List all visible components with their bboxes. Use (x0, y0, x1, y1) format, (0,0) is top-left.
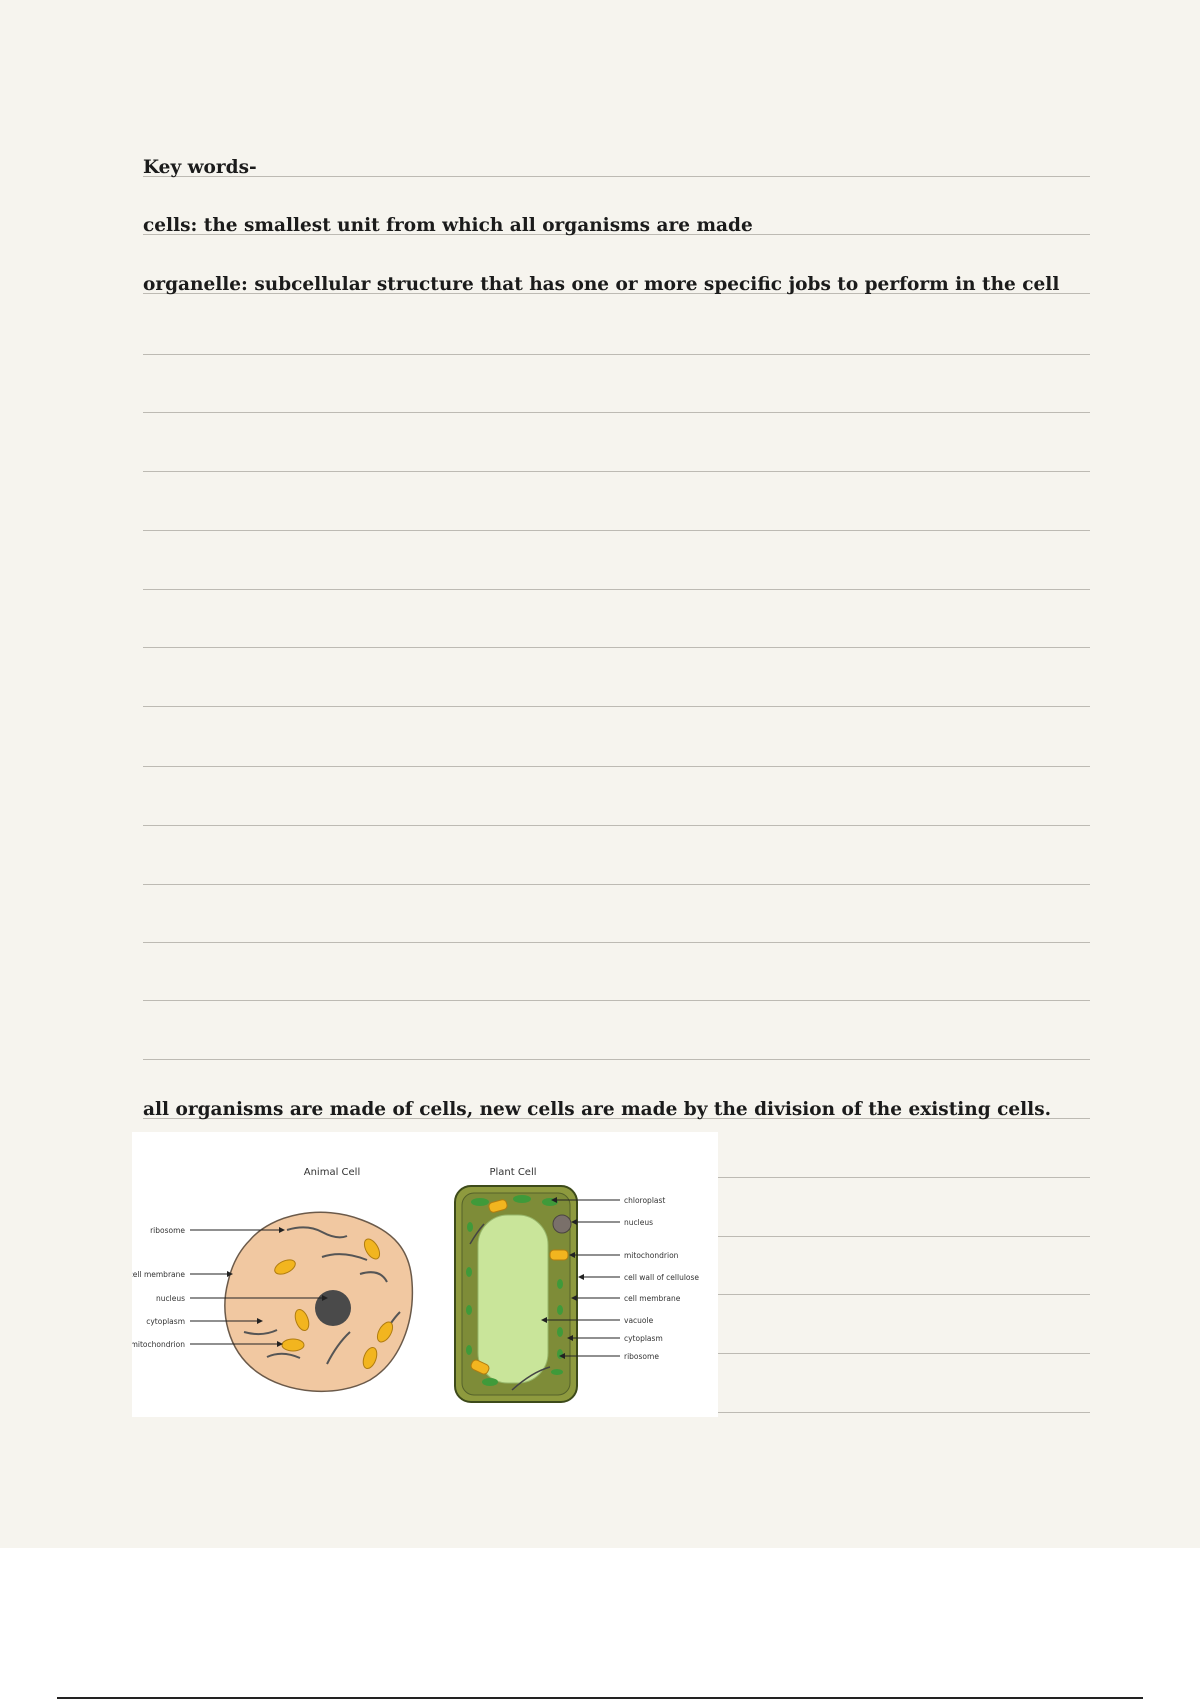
ruled-line (143, 471, 1090, 472)
chloroplast (466, 1345, 472, 1355)
bottom-divider (57, 1697, 1143, 1699)
animal-labels (132, 1226, 185, 1349)
ruled-line (143, 176, 1090, 177)
ruled-line (718, 1177, 1090, 1178)
ruled-line (143, 706, 1090, 707)
chloroplast (466, 1267, 472, 1277)
animal-nucleus (315, 1290, 351, 1326)
plant-nucleus (553, 1215, 571, 1233)
chloroplast (557, 1305, 563, 1315)
chloroplast (467, 1222, 473, 1232)
chloroplast (513, 1195, 531, 1203)
plant-label-nucleus: nucleus (624, 1218, 653, 1227)
ruled-line (143, 884, 1090, 885)
animal-label-ribosome: ribosome (150, 1226, 185, 1235)
chloroplast (557, 1327, 563, 1337)
plant-cell-title: Plant Cell (489, 1167, 537, 1178)
ruled-line (143, 942, 1090, 943)
ruled-line (143, 825, 1090, 826)
plant-vacuole (478, 1215, 548, 1383)
plant-label-ribosome: ribosome (624, 1352, 659, 1361)
ruled-line (143, 1000, 1090, 1001)
ruled-line (718, 1236, 1090, 1237)
chloroplast (557, 1349, 563, 1359)
mitochondrion (550, 1250, 568, 1260)
animal-label-nucleus: nucleus (156, 1294, 185, 1303)
chloroplast (482, 1378, 498, 1386)
animal-cell (225, 1212, 412, 1391)
ruled-line (718, 1294, 1090, 1295)
mitochondrion (282, 1339, 304, 1351)
animal-label-mitochondrion: mitochondrion (132, 1340, 185, 1349)
ruled-line (718, 1353, 1090, 1354)
ruled-line (718, 1412, 1090, 1413)
cells-definition: cells: the smallest unit from which all organisms are made (143, 215, 753, 236)
plant-label-chloroplast: chloroplast (624, 1196, 666, 1205)
animal-label-cytoplasm: cytoplasm (146, 1317, 185, 1326)
chloroplast (466, 1305, 472, 1315)
plant-label-mitochondrion: mitochondrion (624, 1251, 679, 1260)
plant-label-cytoplasm: cytoplasm (624, 1334, 663, 1343)
ruled-line (143, 647, 1090, 648)
animal-label-cell-membrane: cell membrane (132, 1270, 185, 1279)
plant-label-cell-membrane: cell membrane (624, 1294, 681, 1303)
plant-cell (455, 1186, 577, 1402)
cell-theory-statement: all organisms are made of cells, new cells are made by the division of the existing cells. (143, 1099, 1052, 1120)
cell-diagram-svg (132, 1132, 718, 1417)
plant-label-vacuole: vacuole (624, 1316, 654, 1325)
chloroplast (542, 1198, 558, 1206)
ruled-line (143, 1059, 1090, 1060)
ruled-line (143, 589, 1090, 590)
chloroplast (557, 1279, 563, 1289)
plant-label-cell-wall: cell wall of cellulose (624, 1273, 700, 1282)
chloroplast (551, 1369, 563, 1375)
organelle-definition: organelle: subcellular structure that has one or more specific jobs to perform in the cell (143, 274, 1060, 295)
ruled-line (143, 766, 1090, 767)
plant-labels (624, 1196, 699, 1361)
cell-diagram (132, 1132, 718, 1417)
ruled-line (143, 412, 1090, 413)
chloroplast (471, 1198, 489, 1206)
ruled-line (143, 354, 1090, 355)
animal-cell-title: Animal Cell (303, 1167, 361, 1178)
ruled-line (143, 530, 1090, 531)
key-words-heading: Key words- (143, 157, 257, 178)
